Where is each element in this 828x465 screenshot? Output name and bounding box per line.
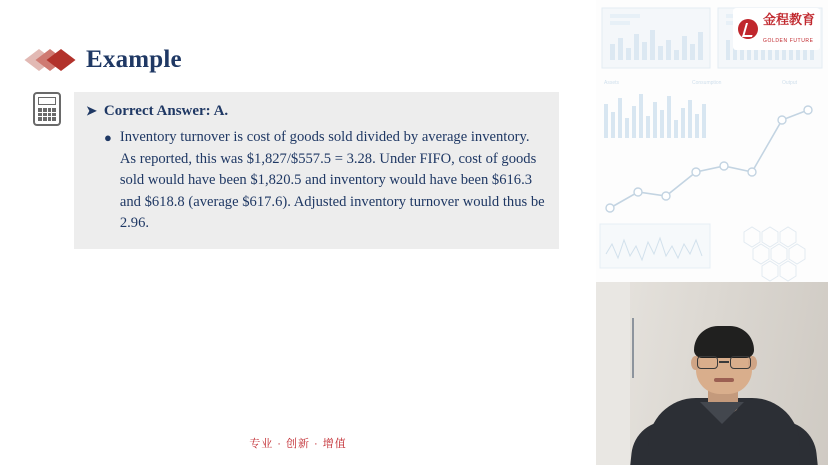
branding-panel	[596, 0, 828, 282]
slide-title-row	[30, 46, 182, 74]
webcam-wall-edge	[632, 318, 634, 378]
webcam-wall-panel	[596, 282, 630, 465]
right-column	[596, 0, 828, 465]
answer-content-box	[74, 92, 559, 249]
instructor-mouth	[714, 378, 734, 382]
brand-name-en: GOLDEN FUTURE	[762, 38, 814, 44]
svg-text:Assets: Assets	[604, 80, 620, 86]
diamond-decoration-icon	[30, 46, 78, 74]
arrow-bullet-icon: ➤	[86, 103, 97, 118]
correct-answer-line	[86, 102, 547, 121]
footer-tagline: 专业 · 创新 · 增值	[249, 438, 347, 450]
instructor-glasses	[696, 356, 752, 370]
golden-future-logo-icon	[738, 19, 758, 39]
page-title: Example	[86, 46, 182, 73]
explanation-line	[104, 127, 547, 235]
instructor-hair	[694, 326, 754, 358]
brand-logo	[733, 8, 820, 50]
brand-name-cn: 金程教育	[762, 12, 815, 27]
calculator-icon	[33, 92, 61, 126]
svg-text:Consumption: Consumption	[692, 80, 722, 86]
correct-answer-text: Correct Answer: A.	[103, 103, 229, 119]
svg-text:Output: Output	[782, 80, 798, 86]
explanation-text: Inventory turnover is cost of goods sold divided by average inventory. As reported, this was $1,827/$557.5 = 3.28. Under FIFO, cost of goods sold would have been $1,820.5 and inventory would have been $616.3 and $618.8 (average $617.6). Adjusted inventory turnover would thus be 2.96.	[119, 129, 545, 231]
dot-bullet-icon: ●	[104, 130, 112, 145]
instructor-webcam-feed[interactable]	[596, 282, 828, 465]
